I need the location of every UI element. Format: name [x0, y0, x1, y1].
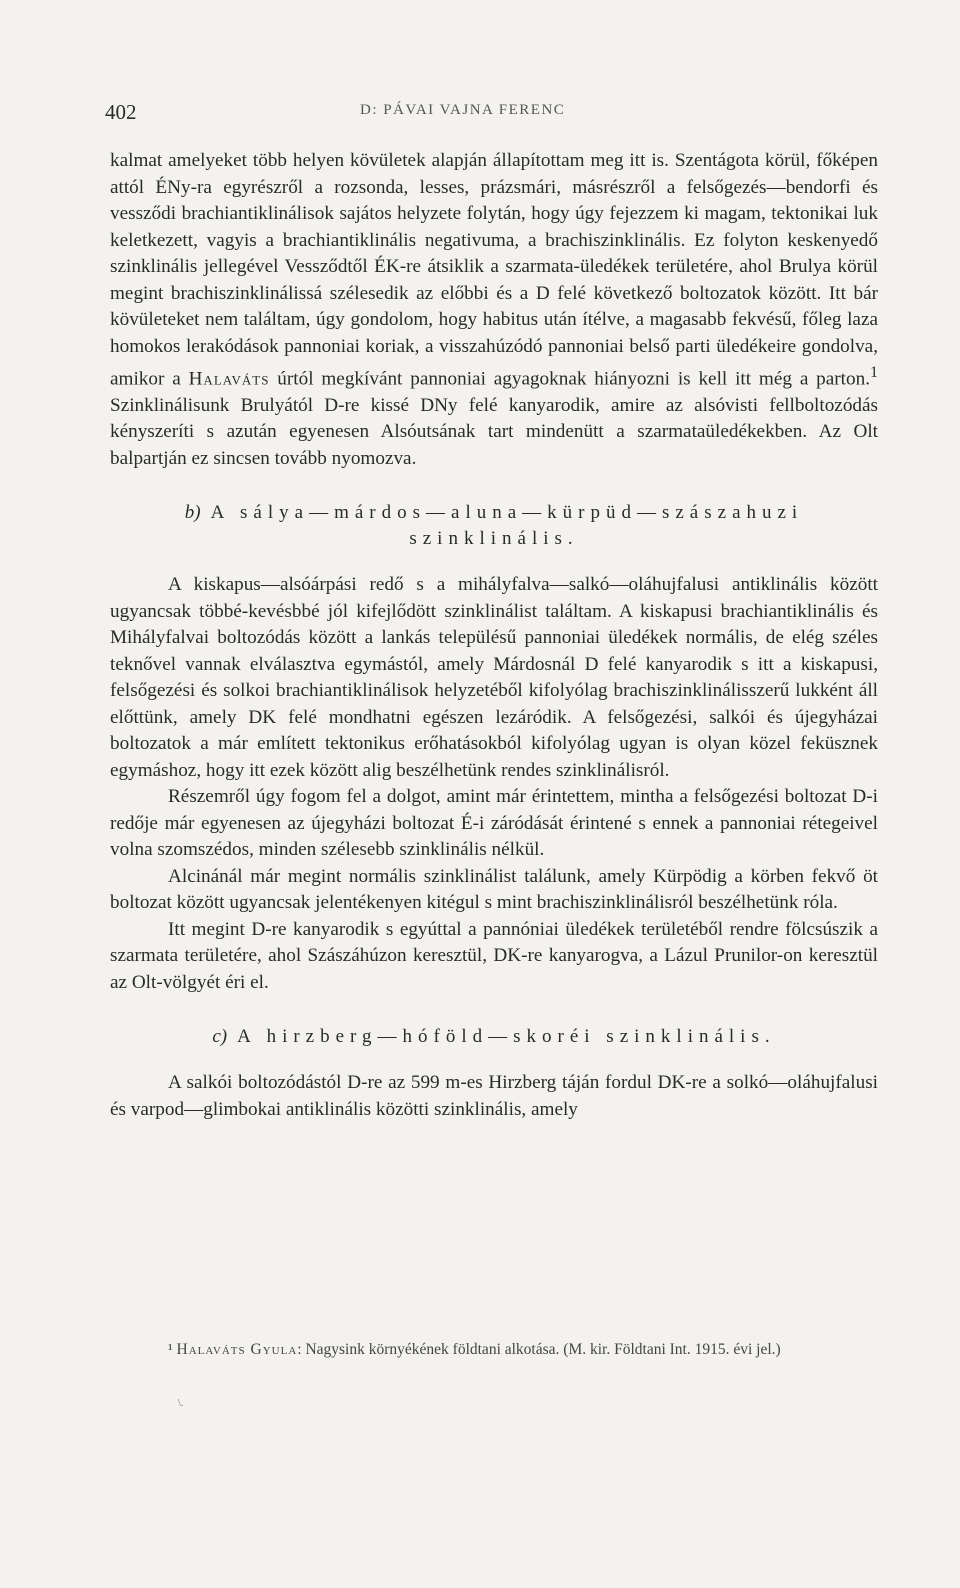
- body-text: [110, 148, 878, 1123]
- paragraph-1-tail: Szinklinálisunk Brulyától D-re kissé DNy felé kanyarodik, amire az alsóvisti fellboltozódás kényszeríti s azután egyenesen Alsóutsának tart mindenütt a szarmataüledékekben. Az Olt balpartján ez sincsen tovább nyomozva.: [110, 394, 878, 469]
- running-head-author: D: PÁVAI VAJNA FERENC: [360, 102, 566, 118]
- footnote: [110, 1337, 885, 1363]
- footnote-text: : Nagysink környékének földtani alkotása. (M. kir. Földtani Int. 1915. évi jel.): [297, 1341, 781, 1358]
- running-head: [105, 98, 885, 128]
- section-label-c: c): [212, 1026, 228, 1048]
- paragraph-6: A salkói boltozódástól D-re az 599 m-es Hirzberg táján fordul DK-re a solkó—oláhujfalusi és varpod—glimbokai antiklinális közötti szinklinális, amely: [110, 1072, 878, 1120]
- section-heading-c: [110, 1024, 878, 1050]
- paragraph-1: [110, 148, 878, 472]
- stray-print-mark: \.: [178, 1398, 184, 1409]
- paragraph-4: Alcinánál már megint normális szinklinálist találunk, amely Kürpödig a körben fekvő öt boltozat között ugyancsak jelentékenyen kitégul s mint brachiszinklinálisról beszélhetünk róla.: [110, 865, 878, 914]
- page-number: 402: [105, 100, 137, 124]
- author-name-halavats: Halaváts: [188, 368, 270, 390]
- paragraph-5: Itt megint D-re kanyarodik s egyúttal a pannóniai üledékek területéből rendre fölcsúszik a szarmata területére, ahol Szászáhúzon keresztül, DK-re kanyarogva, a Lázul Prunilor-on keresztül az Olt-völgyét éri el.: [110, 918, 878, 993]
- paragraph-1-text: kalmat amelyeket több helyen kövületek alapján állapítottam meg itt is. Szentágota körül, főképen attól ÉNy-ra egyrészről a rozsonda, lesses, prázsmári, másrészről a felsőgezés—bendorfi és vessződi brachiantiklinálisok sajátos helyzete folytán, hogy úgy fejezzem ki magam, tektonikai luk keletkezett, vagyis a brachiantiklinális negativuma, a brachiszinklinális. Ez folyton keskenyedő szinklinális jellegével Vessződtől ÉK-re átsiklik a szarmata-üledékek területére, ahol Brulya körül megint brachiszinklinálissá szélesedik az előbbi és a D felé következő boltozatok között. Itt bár kövületeket nem találtam, úgy gondolom, hogy habitus után ítélve, a magasabb fekvésű, főleg laza homokos lerakódások pannoniai koriak, a visszahúzódó pannoniai belső parti üledékeire gondolva, amikor a: [110, 150, 878, 390]
- section-title-c: A hirzberg—hóföld—skoréi szinklinális.: [237, 1026, 776, 1048]
- section-heading-b: [110, 500, 878, 552]
- footnote-author: Halaváts Gyula: [176, 1341, 298, 1358]
- paragraph-1-continued: úrtól megkívánt pannoniai agyagoknak hiányozni is kell itt még a parton.: [277, 368, 870, 390]
- footnote-reference: 1: [870, 364, 878, 381]
- section-title-b: A sálya—márdos—aluna—kürpüd—szászahuzi szinklinális.: [210, 502, 804, 550]
- footnote-number: ¹: [168, 1341, 173, 1358]
- paragraph-3: Részemről úgy fogom fel a dolgot, amint már érintettem, mintha a felsőgezési boltozat D-i redője már egyenesen az újegyházi boltozat É-i záródását érintené s ennek a pannoniai rétegeivel volna szomszédos, minden szélesebb szinklinális nélkül.: [110, 786, 878, 861]
- paragraph-2: A kiskapus—alsóárpási redő s a mihályfalva—salkó—oláhujfalusi antiklinális között ugyancsak többé-kevésbbé jól kifejlődött szinklinálist találtam. A kiskapusi brachiantiklinális és Mihályfalvai boltozódás között a lankás településű pannoniai üledékek normális, de elég széles teknővel vannak elválasztva egymástól, amely Márdosnál D felé kanyarodik s itt a kiskapusi, felsőgezési és solkoi brachiantiklinálisok helyzetéből kifolyólag brachiszinklinálisszerű lukként áll előttünk, amely DK felé mondhatni egészen lezáródik. A felsőgezési, salkói és újegyházai boltozatok a már említett tektonikus erőhatásokból kifolyólag ugyan is olyan közel feküsznek egymáshoz, hogy itt ezek között alig beszélhetünk rendes szinklinálisról.: [110, 574, 878, 781]
- section-label-b: b): [184, 502, 201, 524]
